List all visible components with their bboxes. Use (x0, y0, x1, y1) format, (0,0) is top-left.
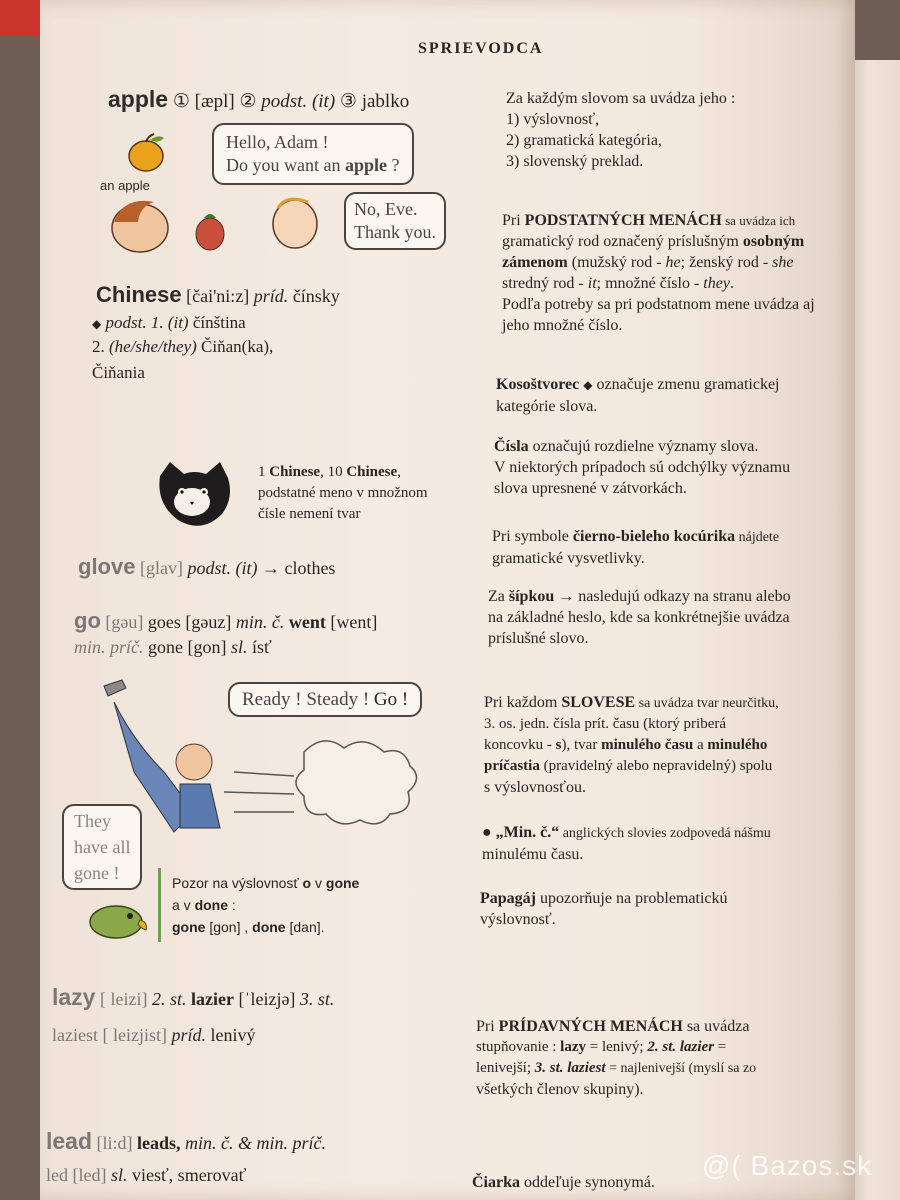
parrot-note-bar (158, 868, 161, 942)
entry-glove: glove [glav] podst. (it) → clothes (78, 554, 336, 579)
headword-lead: lead (46, 1128, 93, 1154)
lead-line2: led [led] sl. viesť, smerovať (46, 1165, 247, 1185)
entry-lead: lead [li:d] leads, min. č. & min. príč. (46, 1128, 327, 1154)
headword-lazy: lazy (52, 984, 96, 1010)
diamond-icon: ◆ (583, 378, 593, 392)
chinese-line2: ◆ podst. 1. (it) čínština (92, 313, 246, 332)
entry-go: go [gəu] goes [gəuz] min. č. went [went] (74, 608, 378, 633)
parrot-pronunciation-note: Pozor na výslovnosť o v gone a v done : gone [gon] , done [dan]. (172, 875, 360, 935)
guide-para-diamond: Kosoštvorec ◆ označuje zmenu gramatickej kategórie slova. (496, 376, 780, 415)
bazos-watermark: @( Bazos.sk (702, 1150, 873, 1181)
entry-apple: apple ① [æpl] ② podst. (it) ③ jablko (108, 86, 410, 112)
entry-lazy: lazy [ leizi] 2. st. lazier [ˈleizjə] 3. st. (52, 984, 335, 1010)
guide-para-past-tense: ● „Min. č.“ anglických slovies zodpovedá nášmu minulému času. (482, 824, 771, 863)
headword-chinese: Chinese (96, 282, 182, 307)
speech-bubble-parrot: They have all gone ! (62, 804, 142, 890)
guide-para-parrot: Papagáj upozorňuje na problematickú výslovnosť. (480, 890, 728, 928)
guide-para-verbs: Pri každom SLOVESE sa uvádza tvar neurčitku, 3. os. jedn. čísla prít. času (ktorý priberá koncovku - s), tvar minulého času a minulého príčastia (pravidelný alebo nepravidelný) spolu s výslovnosťou. (484, 694, 779, 796)
apple-caption: an apple (100, 178, 150, 193)
next-page-edge (848, 60, 900, 1200)
go-line2: min. príč. gone [gon] sl. ísť (74, 637, 272, 657)
chinese-line3: 2. (he/she/they) Čiňan(ka), (92, 337, 274, 356)
page-header: SPRIEVODCA (418, 40, 544, 57)
parrot-icon (86, 896, 150, 944)
guide-para-nouns: Pri PODSTATNÝCH MENÁCH sa uvádza ich gramatický rod označený príslušným osobným zámenom (mužský rod - he; ženský rod - she stredný rod - it; množné číslo - they. Podľa potreby sa pri podstatnom mene uvádza aj jeho množné číslo. (502, 212, 815, 334)
adam-eve-illustration (100, 192, 340, 264)
guide-para-arrow: Za šípkou → nasledujú odkazy na stranu alebo na základné heslo, kde sa konkrétnejšie uvádza príslušné slovo. (488, 588, 791, 647)
speech-bubble-eve: No, Eve. Thank you. (344, 192, 446, 250)
headword-go: go (74, 608, 101, 633)
backdrop-red-corner (0, 0, 40, 36)
arrow-icon: → (261, 558, 280, 578)
diamond-icon: ◆ (92, 317, 102, 331)
speech-bubble-adam: Hello, Adam ! Do you want an apple ? (212, 123, 414, 185)
guide-para-numbers: Čísla označujú rozdielne významy slova. V niektorých prípadoch sú odchýlky významu slova upresnené v zátvorkách. (494, 438, 791, 497)
lazy-line2: laziest [ leizjist] príd. lenivý (52, 1025, 256, 1045)
entry-chinese: Chinese [čai'ni:z] príd. čínsky (96, 282, 340, 307)
guide-para-comma: Čiarka oddeľuje synonymá. (472, 1174, 655, 1191)
cat-grammar-note: 1 Chinese, 10 Chinese, podstatné meno v množnom čísle nemení tvar (258, 464, 428, 522)
headword-glove: glove (78, 554, 136, 579)
chinese-line4: Čiňania (92, 363, 145, 382)
apple-icon (118, 130, 174, 176)
guide-para-cat: Pri symbole čierno-bieleho kocúrika nájdete gramatické vysvetlivky. (492, 528, 780, 567)
guide-para-entry-structure: Za každým slovom sa uvádza jeho : 1) výslovnosť, 2) gramatická kategória, 3) slovenský preklad. (506, 90, 736, 170)
headword-apple: apple (108, 86, 169, 112)
guide-para-adjectives: Pri PRÍDAVNÝCH MENÁCH sa uvádza stupňovanie : lazy = lenivý; 2. st. lazier = lenivejší; 3. st. laziest = najlenivejší (myslí sa zo všetkých členov skupiny). (476, 1018, 757, 1098)
cat-icon (150, 458, 234, 534)
speech-bubble-ready: Ready ! Steady ! Go ! (228, 682, 422, 717)
